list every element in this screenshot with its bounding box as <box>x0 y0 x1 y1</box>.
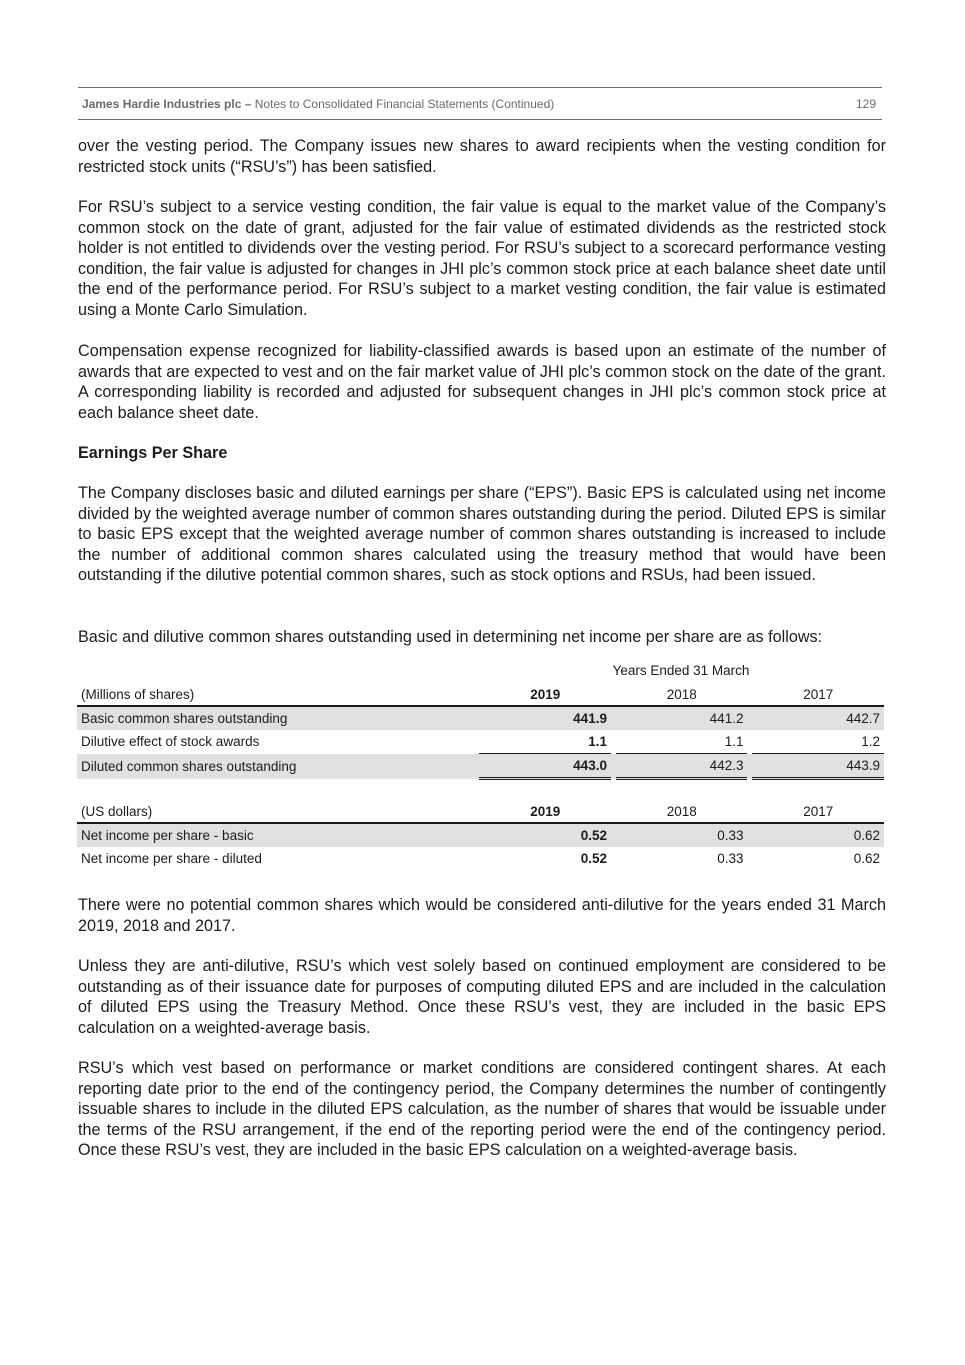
section-heading-eps: Earnings Per Share <box>78 444 228 462</box>
header-section: Notes to Consolidated Financial Statements (Continued) <box>251 97 555 111</box>
year-header-2017: 2017 <box>752 683 884 706</box>
cell-value: 442.7 <box>752 706 884 730</box>
table-row <box>77 706 884 730</box>
row-label: Basic common shares outstanding <box>77 706 479 730</box>
cell-value: 443.0 <box>479 754 610 779</box>
year-header-2018: 2018 <box>616 800 747 823</box>
cell-value: 1.1 <box>588 734 607 749</box>
table-caption-years-ended: Years Ended 31 March <box>612 663 750 678</box>
cell-value: 0.62 <box>853 851 880 866</box>
paragraph-eps-definition: The Company discloses basic and diluted earnings per share (“EPS”). Basic EPS is calculated using net income divided by the weighted average number of common shares outstanding during the period. Diluted EPS is similar to basic EPS except that the weighted average number of common shares outstanding is increased to include the number of additional common shares calculated using the treasury method that would have been outstanding if the dilutive potential common shares, such as stock options and RSUs, had been issued. <box>78 484 886 585</box>
cell-value: 1.2 <box>861 734 880 749</box>
table-row-total <box>77 754 884 779</box>
cell-value: 443.9 <box>752 754 884 779</box>
year-header-2019: 2019 <box>479 800 610 823</box>
page-header <box>78 87 882 120</box>
paragraph-rsu-issuance: over the vesting period. The Company issues new shares to award recipients when the vesting condition for restricted stock units (“RSU’s”) has been satisfied. <box>78 137 886 176</box>
unit-label: (US dollars) <box>77 800 479 823</box>
cell-value: 442.3 <box>616 754 747 779</box>
paragraph-rsu-contingent-shares: RSU’s which vest based on performance or market conditions are considered contingent shares. At each reporting date prior to the end of the contingency period, the Company determines the number of contingently issuable shares to include in the diluted EPS calculation, as the number of shares that would be issuable under the terms of the RSU arrangement, if the end of the reporting period were the end of the contingency period. Once these RSU’s vest, they are included in the basic EPS calculation on a weighted-average basis. <box>78 1059 886 1160</box>
page-number: 129 <box>855 97 876 111</box>
table-header-row <box>77 800 884 823</box>
year-header-2019: 2019 <box>479 683 610 706</box>
cell-value: 0.33 <box>616 823 747 847</box>
shares-outstanding-table <box>77 683 884 780</box>
row-label: Diluted common shares outstanding <box>77 754 479 779</box>
header-title <box>82 97 554 111</box>
cell-value: 1.1 <box>724 734 744 749</box>
row-label: Net income per share - diluted <box>81 851 262 866</box>
paragraph-table-intro: Basic and dilutive common shares outstanding used in determining net income per share are as follows: <box>78 628 823 646</box>
eps-table <box>77 800 884 870</box>
paragraph-rsu-fair-value: For RSU’s subject to a service vesting condition, the fair value is equal to the market value of the Company’s common stock on the date of grant, adjusted for the fair value of estimated dividends as the restricted stock holder is not entitled to dividends over the vesting period. For RSU’s subject to a scorecard performance vesting condition, the fair value is adjusted for changes in JHI plc’s common stock price at each balance sheet date until the end of the performance period. For RSU’s subject to a market vesting condition, the fair value is estimated using a Monte Carlo Simulation. <box>78 198 886 319</box>
cell-value: 0.62 <box>752 823 884 847</box>
row-label: Dilutive effect of stock awards <box>81 734 260 750</box>
row-label: Net income per share - basic <box>77 823 479 847</box>
cell-value: 441.2 <box>616 706 747 730</box>
cell-value: 441.9 <box>479 706 610 730</box>
paragraph-compensation-expense: Compensation expense recognized for liability-classified awards is based upon an estimate of the number of awards that are expected to vest and on the fair market value of JHI plc’s common stock on the date of the grant. A corresponding liability is recorded and adjusted for subsequent changes in JHI plc’s common stock price at each balance sheet date. <box>78 342 886 422</box>
year-header-2017: 2017 <box>752 800 884 823</box>
year-header-2018: 2018 <box>616 683 747 706</box>
cell-value: 0.33 <box>717 851 744 866</box>
table-row <box>77 847 884 870</box>
table-row <box>77 823 884 847</box>
cell-value: 0.52 <box>580 851 607 866</box>
header-company: James Hardie Industries plc – <box>82 97 252 111</box>
cell-value: 0.52 <box>479 823 610 847</box>
paragraph-anti-dilutive: There were no potential common shares which would be considered anti-dilutive for the years ended 31 March 2019, 2018 and 2017. <box>78 896 886 935</box>
table-row <box>77 730 884 754</box>
unit-label: (Millions of shares) <box>77 683 479 706</box>
table-header-row <box>77 683 884 706</box>
paragraph-rsu-employment-vesting: Unless they are anti-dilutive, RSU’s which vest solely based on continued employment are considered to be outstanding as of their issuance date for purposes of computing diluted EPS and are included in the calculation of diluted EPS using the Treasury Method. Once these RSU’s vest, they are included in the basic EPS calculation on a weighted-average basis. <box>78 957 886 1037</box>
